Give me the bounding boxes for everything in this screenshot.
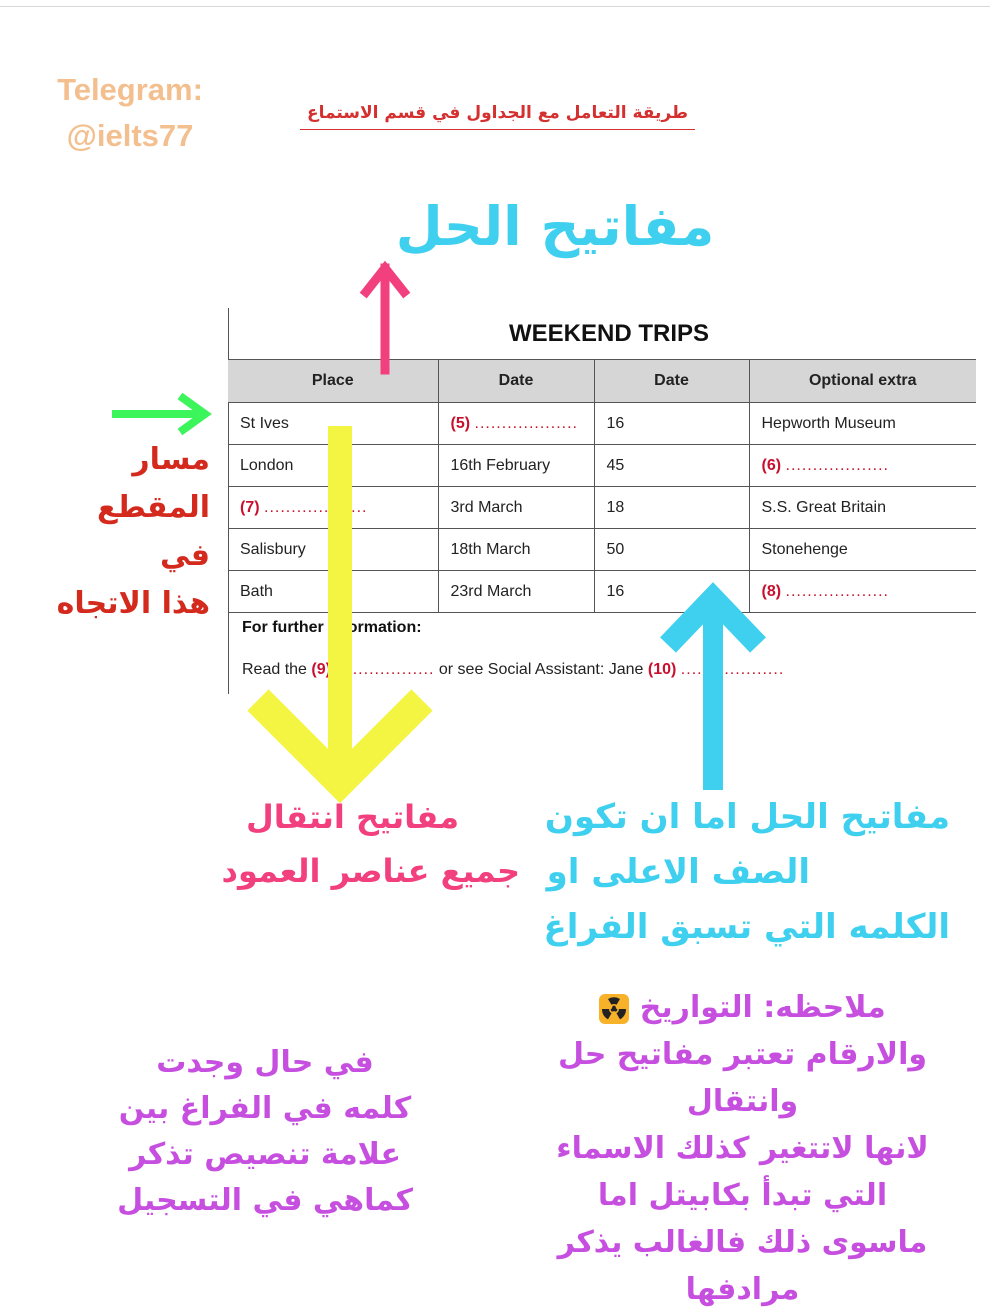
keys-note [540, 790, 950, 955]
doc-title: WEEKEND TRIPS [508, 320, 709, 347]
header-place: Place [228, 360, 438, 403]
remark-note [505, 984, 980, 1313]
note-line: لانها لاتتغير كذلك الاسماء [556, 1131, 929, 1166]
note-line: مسار المقطع [97, 442, 210, 525]
telegram-label: Telegram: [57, 72, 203, 107]
note-line: في [160, 538, 210, 573]
gap-number: (5) [450, 414, 471, 432]
cell-date: 18th March [438, 529, 594, 571]
header-date: Date [594, 360, 749, 403]
gap-dots: ................... [474, 414, 578, 432]
page-subtitle: طريقة التعامل مع الجداول في قسم الاستماع [300, 103, 695, 130]
gap-9: (9) [311, 661, 331, 678]
note-line: علامة تنصيص تذكر [129, 1137, 401, 1172]
note-line: مفاتيح الحل اما ان تكون [544, 797, 950, 837]
gap-number: (8) [761, 582, 782, 600]
gap-dots: ................... [785, 582, 889, 600]
cell-extra: Hepworth Museum [749, 403, 976, 445]
green-right-arrow [112, 396, 205, 432]
direction-note [10, 436, 210, 628]
note-line: ماسوى ذلك فالغالب يذكر مرادفها [557, 1225, 928, 1307]
read-middle: or see Social Assistant: Jane [438, 661, 644, 678]
gap-dots: ................... [264, 498, 368, 516]
note-line: جميع عناصر العمود [221, 852, 520, 890]
note-line: كماهي في التسجيل [117, 1183, 413, 1218]
note-line: الصف الاعلى او [546, 852, 810, 892]
note-line: الكلمه التي تسبق الفراغ [543, 907, 950, 947]
cell-number: 45 [594, 445, 749, 487]
header-optional-extra: Optional extra [749, 360, 976, 403]
telegram-handle: @ielts77 [66, 118, 194, 153]
yellow-down-arrow [258, 426, 422, 782]
note-line-text: ملاحظه: التواريخ [639, 990, 886, 1025]
header-date: Date [438, 360, 594, 403]
note-line: مفاتيح انتقال [246, 798, 459, 836]
note-line: في حال وجدت [156, 1045, 374, 1080]
gap-dots: ................... [330, 661, 435, 678]
note-line [505, 984, 980, 1031]
cell-place: London [228, 445, 438, 487]
transition-note [185, 790, 520, 898]
cell-date: 16th February [438, 445, 594, 487]
cyan-up-arrow [668, 598, 758, 790]
gap-number: (7) [240, 498, 260, 516]
cell-number: 16 [594, 571, 749, 613]
cell-date: 23rd March [438, 571, 594, 613]
cell-number: 18 [594, 487, 749, 529]
cell-extra: S.S. Great Britain [749, 487, 976, 529]
gap-number: (6) [761, 456, 782, 474]
cell-place: Salisbury [228, 529, 438, 571]
cell-date: 3rd March [438, 487, 594, 529]
quotes-note [110, 1040, 420, 1224]
cell-place: St Ives [228, 403, 438, 445]
cell-place: Bath [228, 571, 438, 613]
note-line: هذا الاتجاه [56, 586, 210, 621]
note-line: والارقام تعتبر مفاتيح حل وانتقال [557, 1037, 928, 1119]
cell-number: 16 [594, 403, 749, 445]
read-prefix: Read the [242, 661, 307, 678]
pink-up-arrow [366, 268, 404, 370]
note-line: كلمه في الفراغ بين [118, 1091, 412, 1126]
note-line: التي تبدأ بكابيتل اما [597, 1178, 888, 1213]
keys-title: مفاتيح الحل [395, 195, 715, 258]
gap-dots: ................... [785, 456, 889, 474]
further-info-label: For further information: [242, 619, 422, 636]
cell-extra: Stonehenge [749, 529, 976, 571]
gap-dots: ................... [680, 661, 785, 678]
gap-10: (10) [647, 661, 677, 678]
cell-number: 50 [594, 529, 749, 571]
radioactive-icon [599, 994, 629, 1024]
